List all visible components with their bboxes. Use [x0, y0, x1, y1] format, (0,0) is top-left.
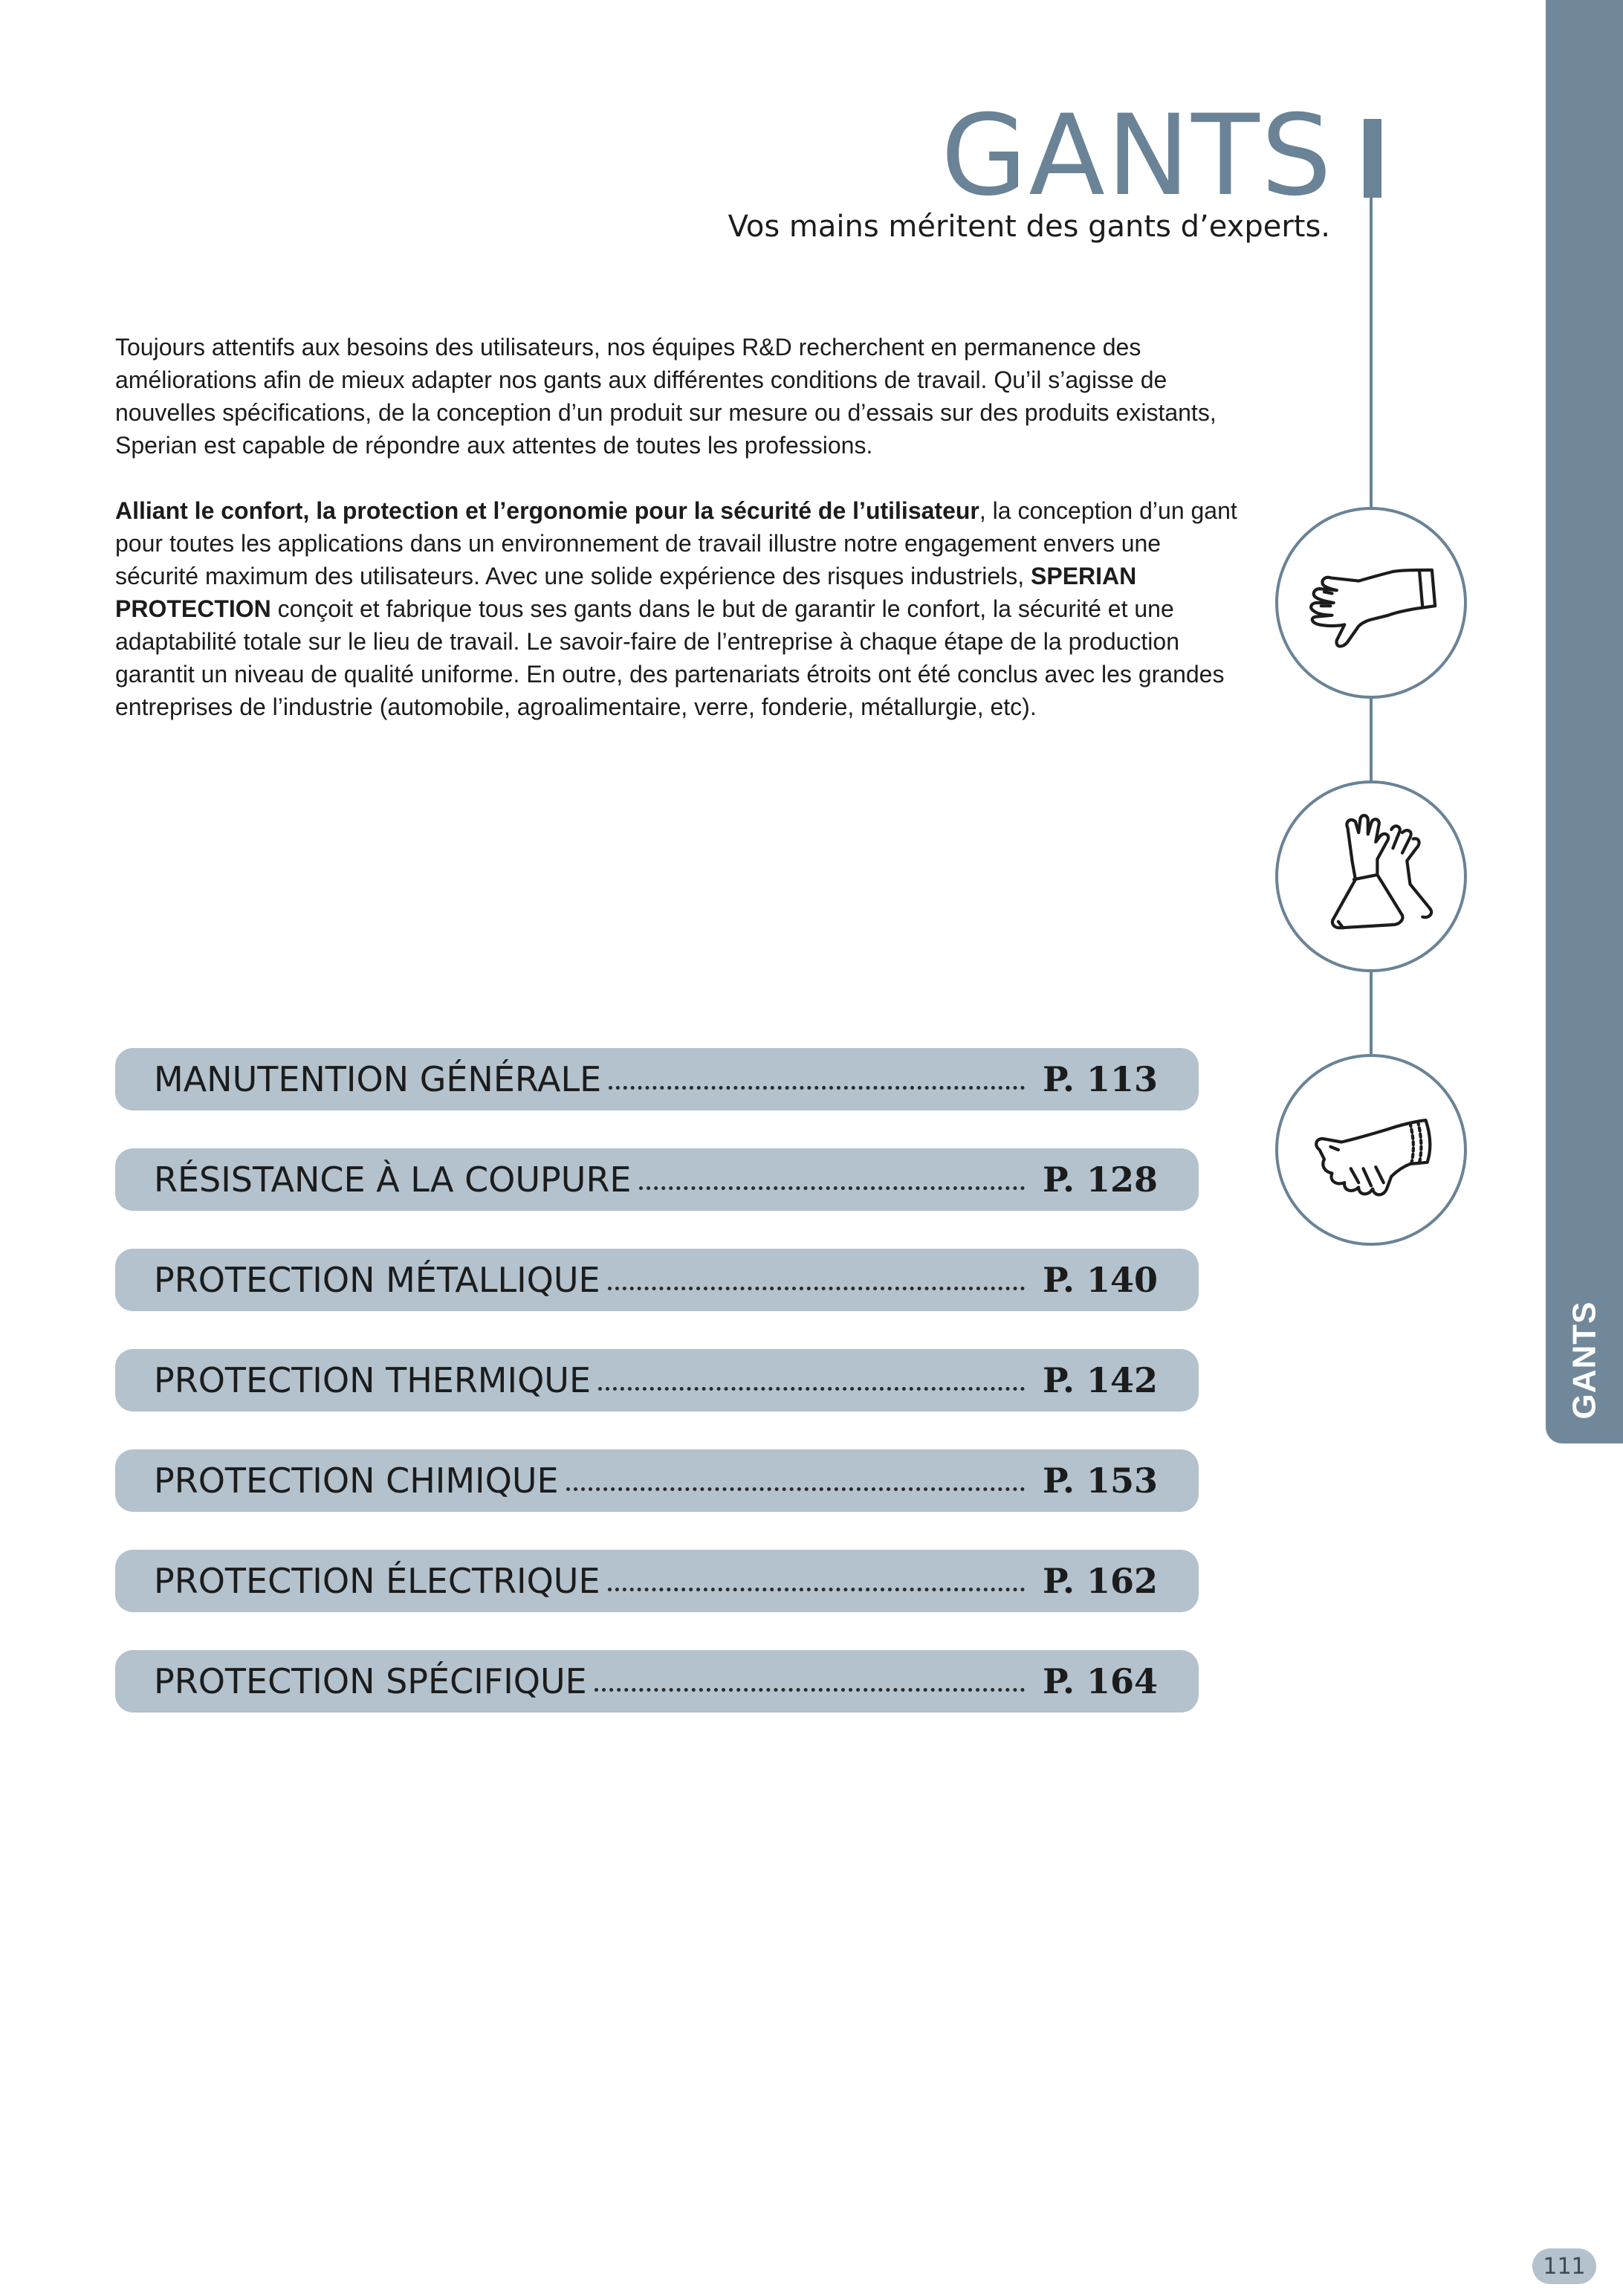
- side-tab: [1546, 0, 1623, 1443]
- toc-item-protection-specifique[interactable]: [115, 1650, 1199, 1713]
- toc-item-page: P. 113: [1043, 1059, 1159, 1099]
- toc-item-title: PROTECTION MÉTALLIQUE: [154, 1260, 600, 1300]
- toc-item-protection-chimique[interactable]: [115, 1449, 1199, 1512]
- intro-paragraph-2-part3: conçoit et fabrique tous ses gants dans le but de garantir le confort, la sécurité et une adaptabilité totale sur le lieu de travail. Le savoir-faire de l’entreprise à chaque étape de la production garantit un niveau de qualité uniforme. En outre, des partenariats étroits ont été conclus avec les grandes entreprises de l’industrie (automobile, agroalimentaire, verre, fonderie, métallurgie, etc).: [115, 595, 1225, 720]
- toc-leader-dots: [609, 1086, 1025, 1090]
- brand-name: SPERIAN PROTECTION: [115, 563, 1137, 622]
- toc-leader-dots: [608, 1287, 1025, 1290]
- toc-item-resistance-coupure[interactable]: [115, 1148, 1199, 1211]
- toc-leader-dots: [598, 1387, 1025, 1391]
- toc-item-protection-thermique[interactable]: [115, 1349, 1199, 1411]
- long-cuff-gauntlet-icon: [1275, 780, 1467, 972]
- toc-item-title: PROTECTION THERMIQUE: [154, 1360, 592, 1400]
- toc-leader-dots: [595, 1688, 1025, 1692]
- page-subtitle: Vos mains méritent des gants d’experts.: [728, 210, 1330, 244]
- toc-item-page: P. 162: [1043, 1561, 1159, 1601]
- knit-glove-icon: [1275, 1054, 1467, 1246]
- intro-paragraph-2: [115, 494, 1245, 723]
- title-accent-bar: [1364, 119, 1381, 198]
- toc-item-protection-electrique[interactable]: [115, 1550, 1199, 1612]
- toc-item-page: P. 142: [1043, 1360, 1159, 1400]
- toc-item-page: P. 140: [1043, 1260, 1159, 1300]
- side-tab-text: GANTS: [1566, 1301, 1602, 1420]
- intro-text: [115, 331, 1245, 756]
- intro-paragraph-2-part2: , la conception d’un gant pour toutes les applications dans un environnement de travail illustre notre engagement envers une sécurité maximum des utilisateurs. Avec une solide expérience des risques industriels,: [115, 497, 1237, 589]
- toc-leader-dots: [639, 1186, 1026, 1190]
- toc-leader-dots: [608, 1588, 1025, 1591]
- toc-item-manutention-generale[interactable]: [115, 1048, 1199, 1110]
- intro-paragraph-1: Toujours attentifs aux besoins des utilisateurs, nos équipes R&D recherchent en permanence des améliorations afin de mieux adapter nos gants aux différentes conditions de travail. Qu’il s’agisse de nouvelles spécifications, de la conception d’un produit sur mesure ou d’essais sur des produits existants, Sperian est capable de répondre aux attentes de toutes les professions.: [115, 334, 1217, 459]
- toc-item-title: PROTECTION ÉLECTRIQUE: [154, 1561, 600, 1601]
- intro-bold-lead: Alliant le confort, la protection et l’ergonomie pour la sécurité de l’utilisateur: [115, 497, 979, 524]
- toc-item-page: P. 153: [1043, 1461, 1159, 1501]
- page-number: 111: [1532, 2248, 1596, 2284]
- toc-item-page: P. 164: [1043, 1661, 1159, 1701]
- page-title: GANTS: [941, 91, 1333, 221]
- toc-item-title: MANUTENTION GÉNÉRALE: [154, 1059, 602, 1099]
- table-of-contents: [115, 1048, 1199, 1750]
- toc-item-protection-metallique[interactable]: [115, 1249, 1199, 1311]
- toc-item-title: RÉSISTANCE À LA COUPURE: [154, 1160, 632, 1200]
- side-tab-label: [1546, 1278, 1623, 1442]
- toc-item-title: PROTECTION CHIMIQUE: [154, 1461, 559, 1501]
- toc-item-page: P. 128: [1043, 1160, 1159, 1200]
- toc-leader-dots: [566, 1487, 1025, 1491]
- toc-item-title: PROTECTION SPÉCIFIQUE: [154, 1661, 587, 1701]
- work-glove-icon: [1275, 507, 1467, 699]
